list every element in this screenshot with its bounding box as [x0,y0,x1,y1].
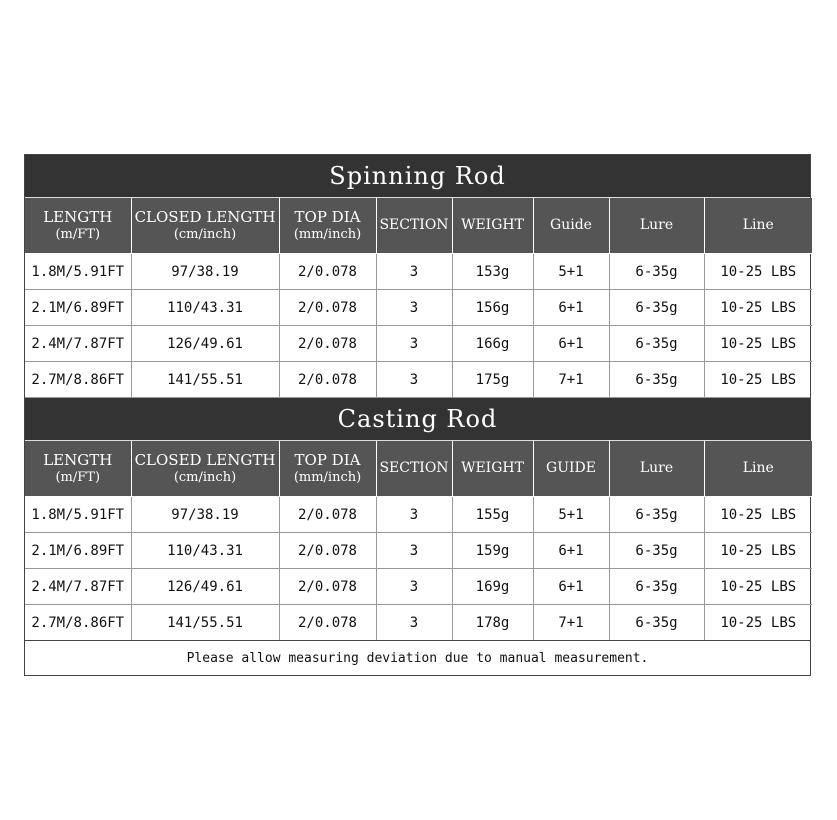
table-cell: 6-35g [609,605,704,641]
column-header-label: TOP DIA [294,451,361,469]
table-cell: 153g [452,254,533,290]
column-header-label: Line [742,459,774,476]
table-cell: 1.8M/5.91FT [25,497,131,533]
table-cell: 10-25 LBS [704,533,812,569]
table-cell: 6+1 [533,290,609,326]
column-header [279,198,376,254]
column-header-label: CLOSED LENGTH [134,451,276,469]
table-cell: 178g [452,605,533,641]
table-cell: 3 [376,254,452,290]
table-cell: 97/38.19 [131,254,279,290]
column-header-label: SECTION [379,216,449,233]
casting-rod-table [25,441,812,640]
table-cell: 10-25 LBS [704,254,812,290]
column-header [609,198,704,254]
table-cell: 6-35g [609,326,704,362]
spec-sheet [24,154,811,676]
column-header-label: WEIGHT [461,459,524,476]
table-row [25,569,812,605]
column-header-label: WEIGHT [461,216,524,233]
table-cell: 2/0.078 [279,362,376,398]
table-cell: 10-25 LBS [704,362,812,398]
table-cell: 10-25 LBS [704,497,812,533]
table-cell: 155g [452,497,533,533]
table-cell: 7+1 [533,605,609,641]
table-cell: 110/43.31 [131,290,279,326]
column-header-label: LENGTH [43,208,113,226]
table-cell: 6-35g [609,254,704,290]
header-row [25,441,812,497]
column-header [609,441,704,497]
column-header [376,441,452,497]
column-header [533,198,609,254]
column-header-label: LENGTH [43,451,113,469]
column-header [704,198,812,254]
column-header-label: Lure [639,459,674,476]
header-row [25,198,812,254]
column-header-unit: (mm/inch) [293,469,362,485]
table-cell: 2.1M/6.89FT [25,533,131,569]
casting-rod-title: Casting Rod [25,397,810,441]
column-header-unit: (mm/inch) [293,226,362,242]
table-cell: 2/0.078 [279,533,376,569]
table-cell: 6-35g [609,362,704,398]
column-header [452,198,533,254]
table-cell: 1.8M/5.91FT [25,254,131,290]
table-cell: 2.7M/8.86FT [25,362,131,398]
table-cell: 3 [376,497,452,533]
column-header-label: SECTION [379,459,449,476]
table-cell: 2/0.078 [279,497,376,533]
column-header-label: Lure [639,216,674,233]
column-header [25,198,131,254]
column-header [131,198,279,254]
column-header-unit: (cm/inch) [173,226,237,242]
table-cell: 3 [376,290,452,326]
table-cell: 3 [376,326,452,362]
table-cell: 6-35g [609,497,704,533]
column-header-label: CLOSED LENGTH [134,208,276,226]
table-cell: 156g [452,290,533,326]
table-cell: 2.1M/6.89FT [25,290,131,326]
table-cell: 10-25 LBS [704,290,812,326]
spinning-rod-title: Spinning Rod [25,155,810,198]
table-row [25,605,812,641]
table-cell: 6+1 [533,533,609,569]
table-cell: 5+1 [533,497,609,533]
column-header-label: Line [742,216,774,233]
table-cell: 2.7M/8.86FT [25,605,131,641]
table-cell: 2/0.078 [279,569,376,605]
table-cell: 3 [376,362,452,398]
column-header [704,441,812,497]
table-row [25,362,812,398]
table-cell: 141/55.51 [131,362,279,398]
table-cell: 97/38.19 [131,497,279,533]
table-row [25,497,812,533]
table-cell: 6-35g [609,533,704,569]
table-row [25,326,812,362]
table-row [25,533,812,569]
column-header-label: Guide [550,216,592,233]
table-cell: 2/0.078 [279,326,376,362]
table-cell: 10-25 LBS [704,326,812,362]
column-header [279,441,376,497]
spinning-rod-table [25,198,812,397]
table-cell: 6+1 [533,569,609,605]
column-header-label: TOP DIA [294,208,361,226]
table-cell: 169g [452,569,533,605]
table-cell: 2.4M/7.87FT [25,326,131,362]
column-header [131,441,279,497]
table-cell: 3 [376,533,452,569]
table-cell: 159g [452,533,533,569]
table-cell: 3 [376,569,452,605]
column-header [452,441,533,497]
table-cell: 2.4M/7.87FT [25,569,131,605]
table-cell: 10-25 LBS [704,605,812,641]
table-cell: 110/43.31 [131,533,279,569]
table-cell: 2/0.078 [279,290,376,326]
table-cell: 10-25 LBS [704,569,812,605]
table-cell: 141/55.51 [131,605,279,641]
table-cell: 126/49.61 [131,569,279,605]
column-header [533,441,609,497]
column-header [376,198,452,254]
column-header [25,441,131,497]
table-cell: 6+1 [533,326,609,362]
table-cell: 3 [376,605,452,641]
table-cell: 2/0.078 [279,254,376,290]
column-header-label: GUIDE [546,459,596,476]
column-header-unit: (m/FT) [55,226,101,242]
column-header-unit: (m/FT) [55,469,101,485]
table-cell: 126/49.61 [131,326,279,362]
measurement-note: Please allow measuring deviation due to manual measurement. [25,640,810,675]
table-cell: 7+1 [533,362,609,398]
table-cell: 166g [452,326,533,362]
table-cell: 5+1 [533,254,609,290]
table-cell: 2/0.078 [279,605,376,641]
table-row [25,290,812,326]
table-row [25,254,812,290]
column-header-unit: (cm/inch) [173,469,237,485]
table-cell: 175g [452,362,533,398]
table-cell: 6-35g [609,290,704,326]
table-cell: 6-35g [609,569,704,605]
